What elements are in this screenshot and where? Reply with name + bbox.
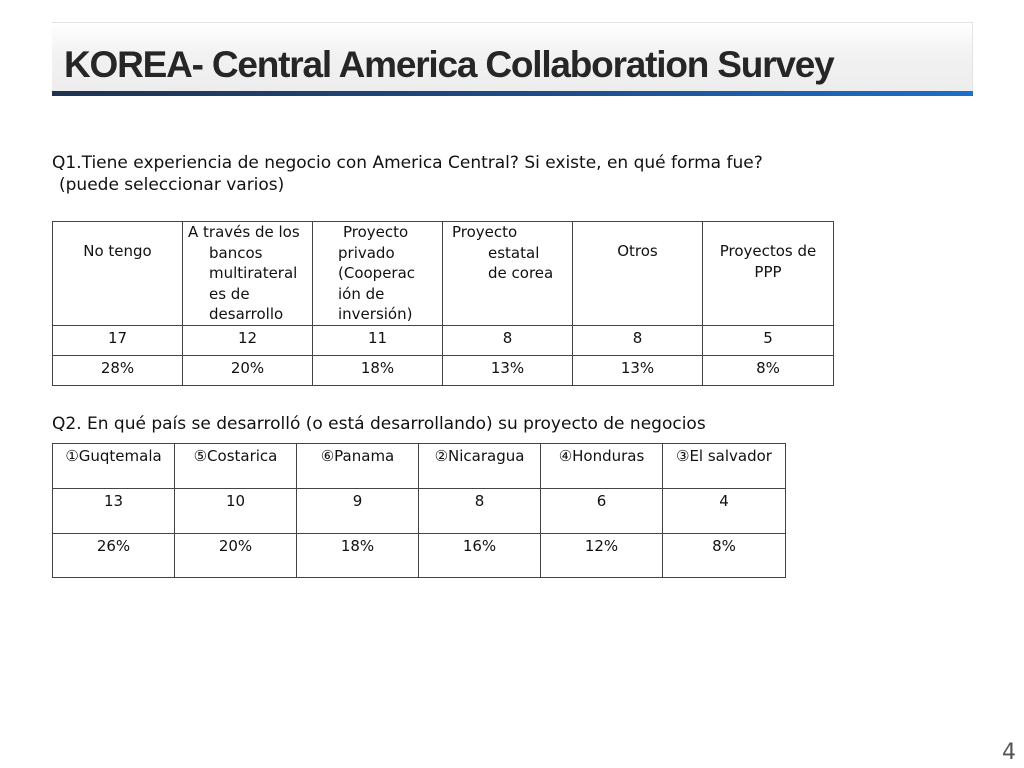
q1-header-line: Otros [617, 242, 658, 260]
q2-count-cell: 6 [541, 489, 663, 534]
q2-header-cell: ③El salvador [663, 444, 786, 489]
q2-count-cell: 10 [175, 489, 297, 534]
q1-header-cell [53, 222, 183, 326]
q2-percent-cell: 12% [541, 534, 663, 578]
q1-header-line: Proyectos de [719, 242, 817, 260]
q1-header-line: Proyecto [452, 223, 518, 241]
q1-header-cell [573, 222, 703, 326]
q2-percent-cell: 26% [53, 534, 175, 578]
q2-count-cell: 8 [419, 489, 541, 534]
q1-count-cell: 8 [443, 325, 573, 355]
q1-table [52, 221, 834, 386]
page-number: 4 [1002, 740, 1016, 765]
q1-count-cell: 17 [53, 325, 183, 355]
q2-count-cell: 9 [297, 489, 419, 534]
q1-percent-cell: 28% [53, 355, 183, 385]
q2-percent-cell: 18% [297, 534, 419, 578]
q2-header-cell: ②Nicaragua [419, 444, 541, 489]
q1-count-cell: 8 [573, 325, 703, 355]
q1-question [52, 152, 763, 196]
q1-percent-cell: 20% [183, 355, 313, 385]
q2-percent-row [53, 534, 786, 578]
q2-table [52, 443, 786, 578]
q1-question-line2: (puede seleccionar varios) [59, 175, 285, 195]
q2-count-cell: 4 [663, 489, 786, 534]
q1-count-row [53, 325, 834, 355]
q1-percent-cell: 18% [313, 355, 443, 385]
q1-count-cell: 5 [703, 325, 834, 355]
q1-header-line: bancos [209, 243, 263, 262]
q2-percent-cell: 16% [419, 534, 541, 578]
q2-percent-cell: 8% [663, 534, 786, 578]
q1-header-line: PPP [754, 262, 782, 281]
q1-header-line: No tengo [83, 242, 152, 260]
q2-question: Q2. En qué país se desarrolló (o está desarrollando) su proyecto de negocios [52, 414, 706, 434]
q1-header-cell [443, 222, 573, 326]
q1-header-line: desarrollo [209, 305, 284, 323]
q1-percent-cell: 8% [703, 355, 834, 385]
q1-header-line: estatal [488, 243, 540, 262]
q1-header-cell [183, 222, 313, 326]
q1-count-cell: 11 [313, 325, 443, 355]
q1-percent-cell: 13% [573, 355, 703, 385]
q1-header-line: de corea [488, 264, 554, 282]
q2-count-cell: 13 [53, 489, 175, 534]
q1-header-line: es de [209, 284, 250, 303]
q2-header-row [53, 444, 786, 489]
q1-header-row [53, 222, 834, 326]
q1-header-cell [313, 222, 443, 326]
q1-question-line1: Q1.Tiene experiencia de negocio con America Central? Si existe, en qué forma fue? [52, 153, 763, 173]
q1-header-line: multirateral [209, 264, 298, 282]
q2-count-row [53, 489, 786, 534]
q2-header-cell: ①Guqtemala [53, 444, 175, 489]
slide-title: KOREA- Central America Collaboration Survey [64, 44, 834, 85]
q1-header-cell [703, 222, 834, 326]
q1-percent-row [53, 355, 834, 385]
q1-percent-cell: 13% [443, 355, 573, 385]
q1-count-cell: 12 [183, 325, 313, 355]
q2-percent-cell: 20% [175, 534, 297, 578]
q1-header-line: inversión) [338, 305, 413, 323]
q1-header-line: Proyecto [343, 223, 409, 241]
q1-header-line: (Cooperac [338, 264, 416, 282]
q1-header-line: privado [338, 243, 395, 262]
q2-header-cell: ⑥Panama [297, 444, 419, 489]
title-underline [52, 91, 973, 96]
q2-header-cell: ⑤Costarica [175, 444, 297, 489]
q2-header-cell: ④Honduras [541, 444, 663, 489]
q1-header-line: A través de los [188, 223, 300, 241]
q1-header-line: ión de [338, 284, 385, 303]
